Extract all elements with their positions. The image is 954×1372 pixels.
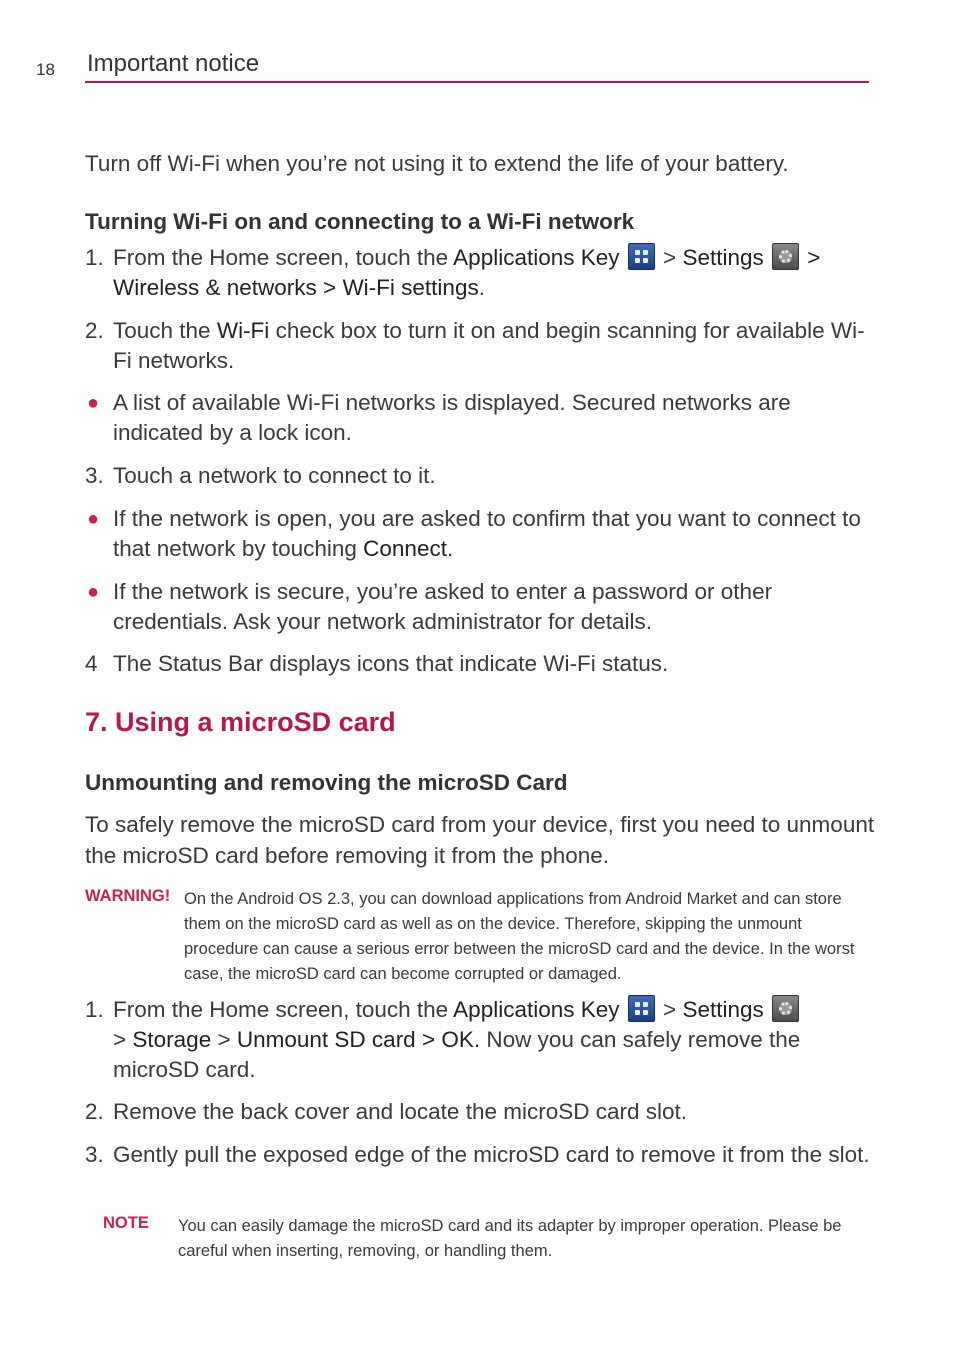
step-number: 2. — [85, 318, 104, 343]
bullet-icon: ● — [87, 508, 100, 530]
step-number: 3. — [85, 463, 104, 488]
separator: > — [113, 1027, 133, 1052]
applications-key-icon — [628, 243, 655, 270]
microsd-intro: To safely remove the microSD card from your device, first you need to unmount the microSD card before removing it from the phone. — [85, 812, 875, 868]
step-text: Touch a network to connect to it. — [113, 463, 436, 488]
step-text: The Status Bar displays icons that indicate Wi-Fi status. — [113, 651, 669, 676]
applications-key-icon — [628, 995, 655, 1022]
wifi-label: Wi-Fi — [216, 318, 270, 343]
step-text: Remove the back cover and locate the microSD card slot. — [113, 1099, 688, 1124]
bullet-text: If the network is secure, you’re asked to enter a password or other credentials. Ask your network administrator for details. — [113, 579, 773, 634]
wifi-settings-path: Wireless & networks > Wi-Fi settings — [113, 275, 479, 300]
microsd-step-1 — [85, 995, 875, 1085]
bullet-icon: ● — [87, 581, 100, 603]
settings-gear-icon — [772, 995, 799, 1022]
microsd-step-3 — [85, 1140, 875, 1170]
applications-key-label: Applications Key — [453, 245, 620, 270]
step-number: 4 — [85, 651, 98, 676]
separator: > — [656, 997, 683, 1022]
warning-text: On the Android OS 2.3, you can download applications from Android Market and can store them on the microSD card as well as on the device. Therefore, skipping the unmount procedure can cause a serious error between the microSD card and the device. In the worst case, the microSD card can become corrupted or damaged. — [184, 890, 855, 983]
microsd-heading: 7. Using a microSD card — [85, 707, 396, 737]
step-text: Gently pull the exposed edge of the microSD card to remove it from the slot. — [113, 1142, 870, 1167]
step-number: 1. — [85, 245, 104, 270]
wifi-step-1 — [85, 243, 875, 303]
page-header — [0, 0, 954, 90]
microsd-subheading: Unmounting and removing the microSD Card — [85, 770, 568, 795]
step-text: check box to turn it on and begin scanning for available Wi-Fi networks. — [113, 318, 865, 373]
step-text: From the Home screen, touch the — [113, 997, 454, 1022]
settings-label: Settings — [682, 997, 764, 1022]
note-text: You can easily damage the microSD card and its adapter by improper operation. Please be careful when inserting, removing, or handling them. — [178, 1217, 842, 1260]
bullet-open-network — [85, 504, 875, 564]
wifi-step-3 — [85, 461, 875, 491]
settings-gear-icon — [772, 243, 799, 270]
bullet-secure-network — [85, 577, 875, 637]
step-text: From the Home screen, touch the — [113, 245, 454, 270]
header-rule — [85, 81, 869, 83]
settings-label: Settings — [682, 245, 764, 270]
period: . — [478, 275, 485, 300]
microsd-step-2 — [85, 1097, 875, 1127]
step-number: 1. — [85, 997, 104, 1022]
separator: > — [656, 245, 683, 270]
intro-paragraph: Turn off Wi-Fi when you’re not using it to extend the life of your battery. — [85, 151, 789, 176]
bullet-text: A list of available Wi-Fi networks is displayed. Secured networks are indicated by a lock icon. — [113, 390, 791, 445]
connect-label: Connect — [363, 536, 447, 561]
storage-label: Storage — [132, 1027, 212, 1052]
warning-label: WARNING! — [85, 887, 171, 905]
period: . — [446, 536, 454, 561]
step-number: 3. — [85, 1142, 104, 1167]
page-number: 18 — [36, 60, 55, 79]
bullet-network-list — [85, 388, 875, 448]
step-number: 2. — [85, 1099, 104, 1124]
section-title: Important notice — [87, 50, 260, 77]
step-text: Touch the — [113, 318, 217, 343]
separator: > — [211, 1027, 237, 1052]
unmount-label: Unmount SD card > OK. — [236, 1027, 481, 1052]
wifi-heading: Turning Wi-Fi on and connecting to a Wi-Fi network — [85, 209, 635, 234]
wifi-step-2 — [85, 316, 875, 376]
bullet-text: If the network is open, you are asked to confirm that you want to connect to that network by touching — [113, 506, 861, 561]
separator: > — [801, 245, 821, 270]
step-text: Now you can safely remove the microSD card. — [113, 1027, 801, 1082]
wifi-step-4 — [85, 649, 875, 679]
applications-key-label: Applications Key — [453, 997, 620, 1022]
bullet-icon: ● — [87, 392, 100, 414]
note-label: NOTE — [103, 1214, 149, 1232]
